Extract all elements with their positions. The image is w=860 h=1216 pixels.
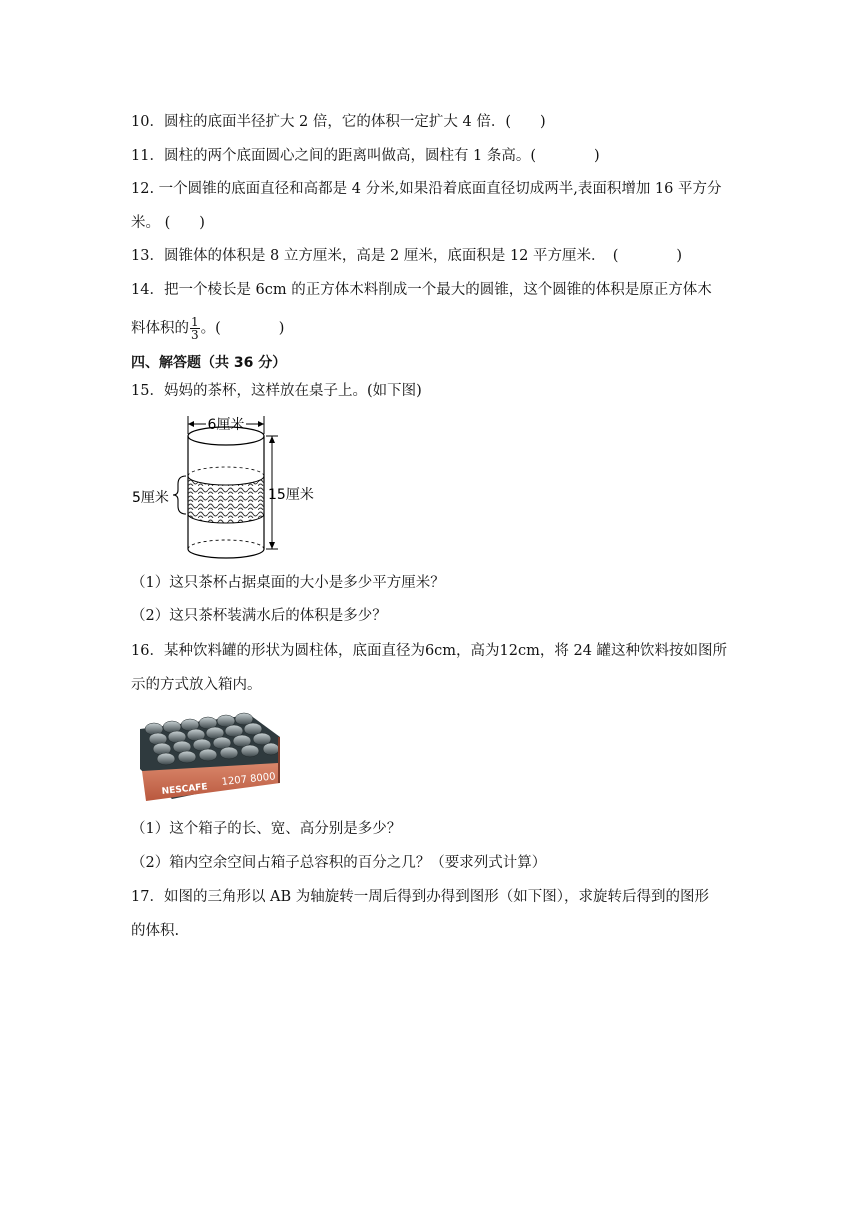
question-16-sub2: （2）箱内空余空间占箱子总容积的百分之几？（要求列式计算）	[131, 855, 547, 871]
question-11: 11．圆柱的两个底面圆心之间的距离叫做高，圆柱有 1 条高。( )	[131, 148, 600, 164]
question-10: 10．圆柱的底面半径扩大 2 倍，它的体积一定扩大 4 倍．( )	[131, 114, 546, 130]
left-dimension-label: 5厘米	[132, 490, 169, 506]
top-dimension-label: 6厘米	[207, 417, 245, 433]
fraction-one-third	[190, 316, 200, 341]
question-17-line1: 17．如图的三角形以 AB 为轴旋转一周后得到办得到图形（如下图），求旋转后得到的图形	[131, 889, 710, 905]
fraction-numerator: 1	[191, 315, 199, 329]
drink-box-photo	[132, 707, 282, 805]
right-dimension-label: 15厘米	[268, 487, 314, 503]
teacup-diagram	[128, 406, 328, 566]
question-17-line2: 的体积.	[131, 923, 180, 939]
q14-prefix: 料体积的	[131, 320, 189, 337]
question-14-line2	[131, 316, 284, 341]
question-16-line2: 示的方式放入箱内。	[131, 677, 262, 693]
q14-suffix: 。( )	[200, 320, 285, 337]
box-brand-label: NESCAFE	[161, 782, 209, 797]
question-15-sub1: （1）这只茶杯占据桌面的大小是多少平方厘米？	[131, 575, 445, 591]
question-16-line1: 16．某种饮料罐的形状为圆柱体，底面直径为6cm，高为12cm，将 24 罐这种饮料按如图所	[131, 643, 728, 659]
fraction-denominator: 3	[191, 328, 199, 342]
question-12-line2: 米。 ( )	[131, 215, 205, 231]
question-13: 13．圆锥体的体积是 8 立方厘米，高是 2 厘米，底面积是 12 平方厘米． ( )	[131, 248, 683, 264]
section-4-title: 四、解答题（共 36 分）	[131, 355, 287, 371]
question-16-sub1: （1）这个箱子的长、宽、高分别是多少？	[131, 821, 402, 837]
question-14-line1: 14．把一个棱长是 6cm 的正方体木料削成一个最大的圆锥，这个圆锥的体积是原正方体木	[131, 282, 712, 298]
box-code-label: 1207 8000	[221, 771, 277, 788]
question-15-sub2: （2）这只茶杯装满水后的体积是多少？	[131, 608, 387, 624]
question-12-line1: 12. 一个圆锥的底面直径和高都是 4 分米,如果沿着底面直径切成两半,表面积增加 16 平方分	[131, 181, 722, 197]
question-15: 15．妈妈的茶杯，这样放在桌子上。(如下图)	[131, 383, 422, 399]
